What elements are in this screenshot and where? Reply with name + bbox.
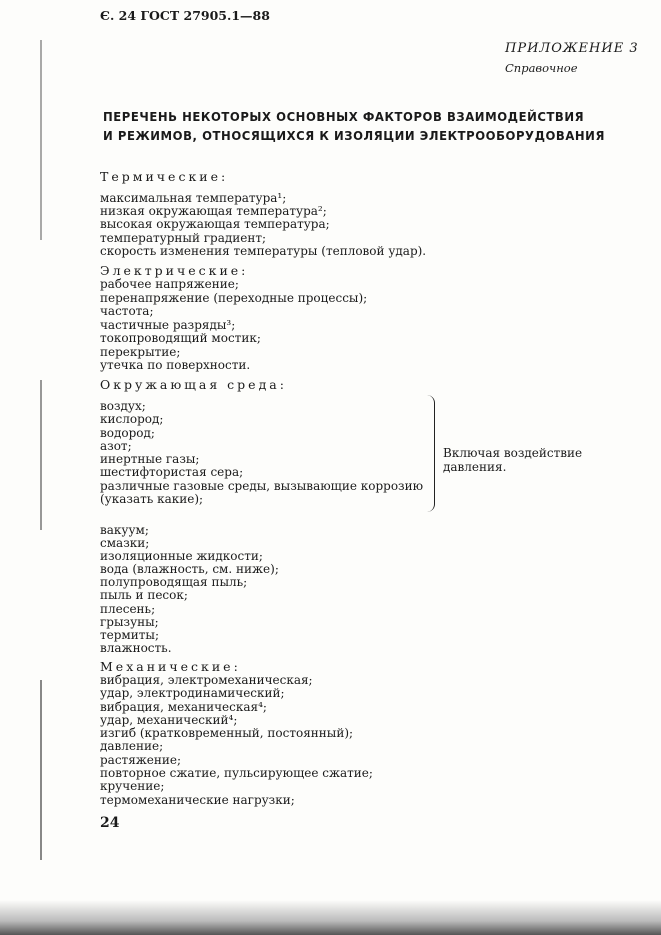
list-item: температурный градиент;: [100, 230, 267, 245]
list-item: скорость изменения температуры (тепловой удар).: [100, 243, 427, 258]
note-line: давления.: [443, 460, 507, 474]
list-item: растяжение;: [100, 752, 182, 767]
page-number: 24: [100, 815, 120, 831]
list-item: полупроводящая пыль;: [100, 575, 248, 590]
section-heading-mechanical: Механические:: [100, 659, 241, 674]
list-item: термиты;: [100, 627, 159, 642]
page-header: Є. 24 ГОСТ 27905.1—88: [100, 8, 270, 23]
environment-list: [100, 524, 279, 655]
gases-list: [100, 400, 423, 506]
list-item: повторное сжатие, пульсирующее сжатие;: [100, 766, 373, 781]
list-item: инертные газы;: [100, 452, 200, 467]
appendix-label: ПРИЛОЖЕНИЕ 3: [505, 41, 639, 56]
list-item: рабочее напряжение;: [100, 277, 239, 291]
list-item: давление;: [100, 739, 164, 754]
list-item: частичные разряды³;: [100, 317, 236, 332]
list-item: удар, электродинамический;: [100, 686, 285, 701]
list-item: термомеханические нагрузки;: [100, 792, 295, 807]
reference-label: Справочное: [505, 61, 578, 75]
list-item: низкая окружающая температура²;: [100, 204, 327, 219]
list-item: максимальная температура¹;: [100, 191, 287, 205]
list-item: кручение;: [100, 779, 165, 794]
list-item: вакуум;: [100, 523, 149, 537]
list-item: перенапряжение (переходные процессы);: [100, 290, 368, 305]
list-item: высокая окружающая температура;: [100, 217, 330, 232]
list-item: изоляционные жидкости;: [100, 549, 263, 564]
brace: [424, 395, 435, 512]
scan-bottom-edge: [0, 900, 661, 935]
scan-artifact: [40, 380, 42, 530]
list-item: токопроводящий мостик;: [100, 331, 261, 345]
mechanical-list: [100, 674, 373, 807]
title-line: ПЕРЕЧЕНЬ НЕКОТОРЫХ ОСНОВНЫХ ФАКТОРОВ ВЗАИМОДЕЙСТВИЯ: [103, 109, 585, 124]
list-item: частота;: [100, 304, 154, 318]
note-line: Включая воздействие: [443, 446, 583, 460]
section-heading-environment: Окружающая среда:: [100, 377, 287, 392]
list-item: смазки;: [100, 536, 150, 551]
list-item: влажность.: [100, 640, 172, 655]
list-item: изгиб (кратковременный, постоянный);: [100, 726, 354, 741]
electrical-list: [100, 278, 367, 373]
list-item: удар, механический⁴;: [100, 712, 238, 727]
section-heading-electrical: Электрические:: [100, 263, 249, 278]
list-item: воздух;: [100, 399, 146, 413]
list-item: (указать какие);: [100, 492, 204, 507]
list-item: вибрация, электромеханическая;: [100, 673, 313, 687]
gases-note: [443, 446, 582, 474]
list-item: утечка по поверхности.: [100, 358, 251, 372]
list-item: кислород;: [100, 412, 164, 427]
title-line: И РЕЖИМОВ, ОТНОСЯЩИХСЯ К ИЗОЛЯЦИИ ЭЛЕКТРООБОРУДОВАНИЯ: [103, 128, 605, 143]
list-item: вода (влажность, см. ниже);: [100, 562, 279, 577]
list-item: азот;: [100, 438, 132, 453]
list-item: пыль и песок;: [100, 588, 188, 603]
thermal-list: [100, 192, 426, 258]
scan-artifact: [40, 40, 42, 240]
list-item: грызуны;: [100, 614, 159, 629]
list-item: шестифтористая сера;: [100, 465, 244, 480]
list-item: различные газовые среды, вызывающие коррозию: [100, 478, 424, 493]
scan-artifact: [40, 680, 42, 860]
list-item: вибрация, механическая⁴;: [100, 699, 267, 714]
list-item: перекрытие;: [100, 344, 181, 359]
list-item: плесень;: [100, 601, 156, 616]
list-item: водород;: [100, 425, 155, 440]
section-heading-thermal: Термические:: [100, 169, 229, 184]
